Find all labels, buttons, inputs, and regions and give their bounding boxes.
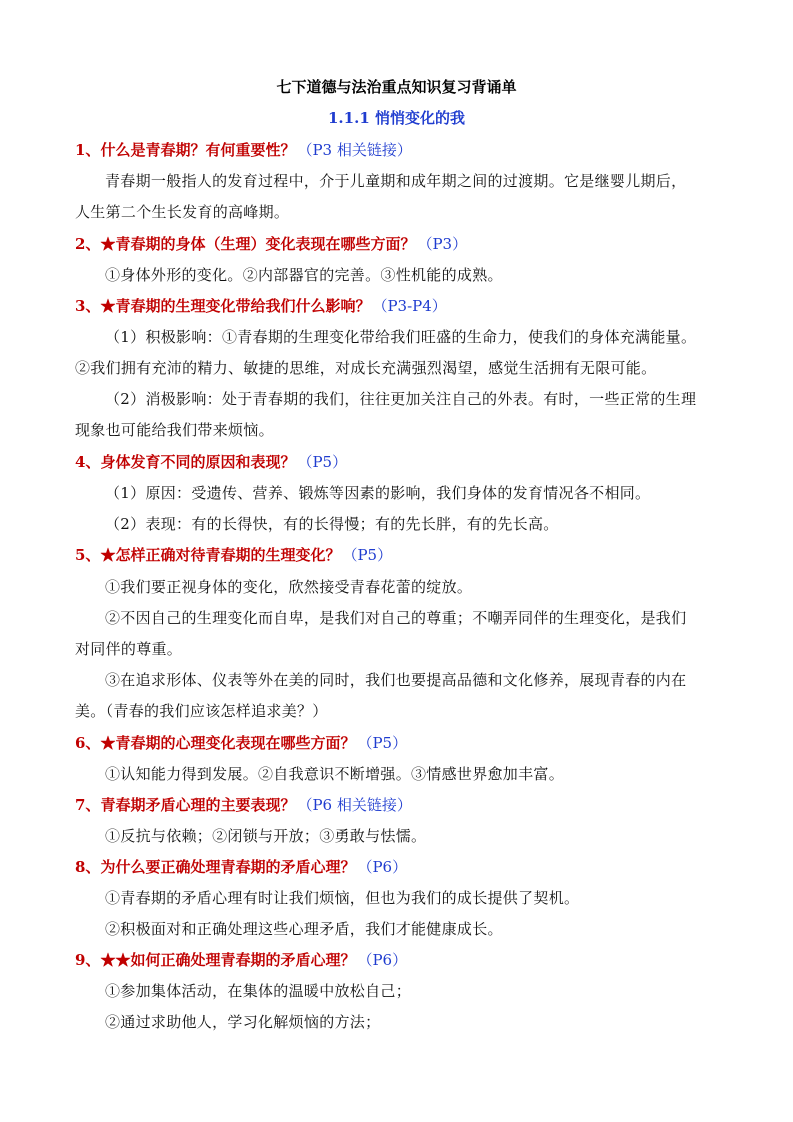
document-title: 七下道德与法治重点知识复习背诵单: [276, 78, 517, 96]
answer-line: （1）原因：受遗传、营养、锻炼等因素的影响，我们身体的发育情况各不相同。: [105, 484, 651, 502]
answer-line: （2）消极影响：处于青春期的我们，往往更加关注自己的外表。有时，一些正常的生理: [105, 390, 697, 408]
answer-line: 青春期一般指人的发育过程中，介于儿童期和成年期之间的过渡期。它是继婴儿期后，: [105, 172, 687, 190]
question-number: 5、: [75, 546, 101, 564]
answer-line: 美。（青春的我们应该怎样追求美？）: [75, 702, 328, 720]
answer-line: ②通过求助他人，学习化解烦恼的方法；: [105, 1013, 381, 1031]
question-number: 4、: [75, 453, 101, 471]
question-heading-8: [75, 856, 407, 877]
question-number: 9、: [75, 951, 101, 969]
question-number: 7、: [75, 796, 101, 814]
question-number: 1、: [75, 141, 101, 159]
question-page-reference: （P5）: [297, 453, 348, 471]
answer-line: ②积极面对和正确处理这些心理矛盾，我们才能健康成长。: [105, 920, 503, 938]
question-heading-2: [75, 233, 467, 254]
question-page-reference: （P5）: [342, 546, 393, 564]
question-heading-7: [75, 794, 412, 815]
answer-line: ①参加集体活动，在集体的温暖中放松自己；: [105, 982, 412, 1000]
answer-line: 对同伴的尊重。: [75, 640, 183, 658]
question-text: ★青春期的心理变化表现在哪些方面？: [100, 734, 356, 752]
answer-line: ①青春期的矛盾心理有时让我们烦恼，但也为我们的成长提供了契机。: [105, 889, 580, 907]
answer-line: ①认知能力得到发展。②自我意识不断增强。③情感世界愈加丰富。: [105, 765, 565, 783]
answer-line: ②我们拥有充沛的精力、敏捷的思维，对成长充满强烈渴望，感觉生活拥有无限可能。: [75, 359, 657, 377]
answer-line: 人生第二个生长发育的高峰期。: [75, 203, 290, 221]
question-page-reference: （P3 相关链接）: [297, 141, 412, 159]
answer-line: ①身体外形的变化。②内部器官的完善。③性机能的成熟。: [105, 266, 503, 284]
question-text: 青春期矛盾心理的主要表现？: [100, 796, 296, 814]
answer-line: （1）积极影响：①青春期的生理变化带给我们旺盛的生命力，使我们的身体充满能量。: [105, 328, 697, 346]
answer-line: （2）表现：有的长得快，有的长得慢；有的先长胖，有的先长高。: [105, 515, 559, 533]
question-heading-4: [75, 451, 347, 472]
question-number: 6、: [75, 734, 101, 752]
question-text: ★怎样正确对待青春期的生理变化？: [100, 546, 341, 564]
question-text: ★★如何正确处理青春期的矛盾心理？: [100, 951, 356, 969]
question-text: ★青春期的身体（生理）变化表现在哪些方面？: [100, 235, 416, 253]
question-number: 2、: [75, 235, 101, 253]
question-text: 身体发育不同的原因和表现？: [100, 453, 296, 471]
question-heading-1: [75, 139, 412, 160]
question-page-reference: （P6 相关链接）: [297, 796, 412, 814]
section-title: 1.1.1 悄悄变化的我: [328, 109, 465, 127]
question-number: 3、: [75, 297, 101, 315]
answer-line: 现象也可能给我们带来烦恼。: [75, 421, 274, 439]
question-page-reference: （P3-P4）: [372, 297, 447, 315]
question-number: 8、: [75, 858, 101, 876]
answer-line: ③在追求形体、仪表等外在美的同时，我们也要提高品德和文化修养，展现青春的内在: [105, 671, 687, 689]
answer-line: ①我们要正视身体的变化，欣然接受青春花蕾的绽放。: [105, 578, 473, 596]
question-text: ★青春期的生理变化带给我们什么影响？: [100, 297, 371, 315]
question-text: 什么是青春期？有何重要性？: [100, 141, 296, 159]
question-heading-5: [75, 544, 392, 565]
answer-line: ②不因自己的生理变化而自卑，是我们对自己的尊重；不嘲弄同伴的生理变化，是我们: [105, 609, 687, 627]
question-text: 为什么要正确处理青春期的矛盾心理？: [100, 858, 356, 876]
question-page-reference: （P3）: [417, 235, 468, 253]
question-heading-6: [75, 732, 407, 753]
question-page-reference: （P6）: [357, 858, 408, 876]
answer-line: ①反抗与依赖；②闭锁与开放；③勇敢与怯懦。: [105, 827, 427, 845]
question-heading-3: [75, 295, 447, 316]
question-heading-9: [75, 949, 407, 970]
question-page-reference: （P6）: [357, 951, 408, 969]
question-page-reference: （P5）: [357, 734, 408, 752]
